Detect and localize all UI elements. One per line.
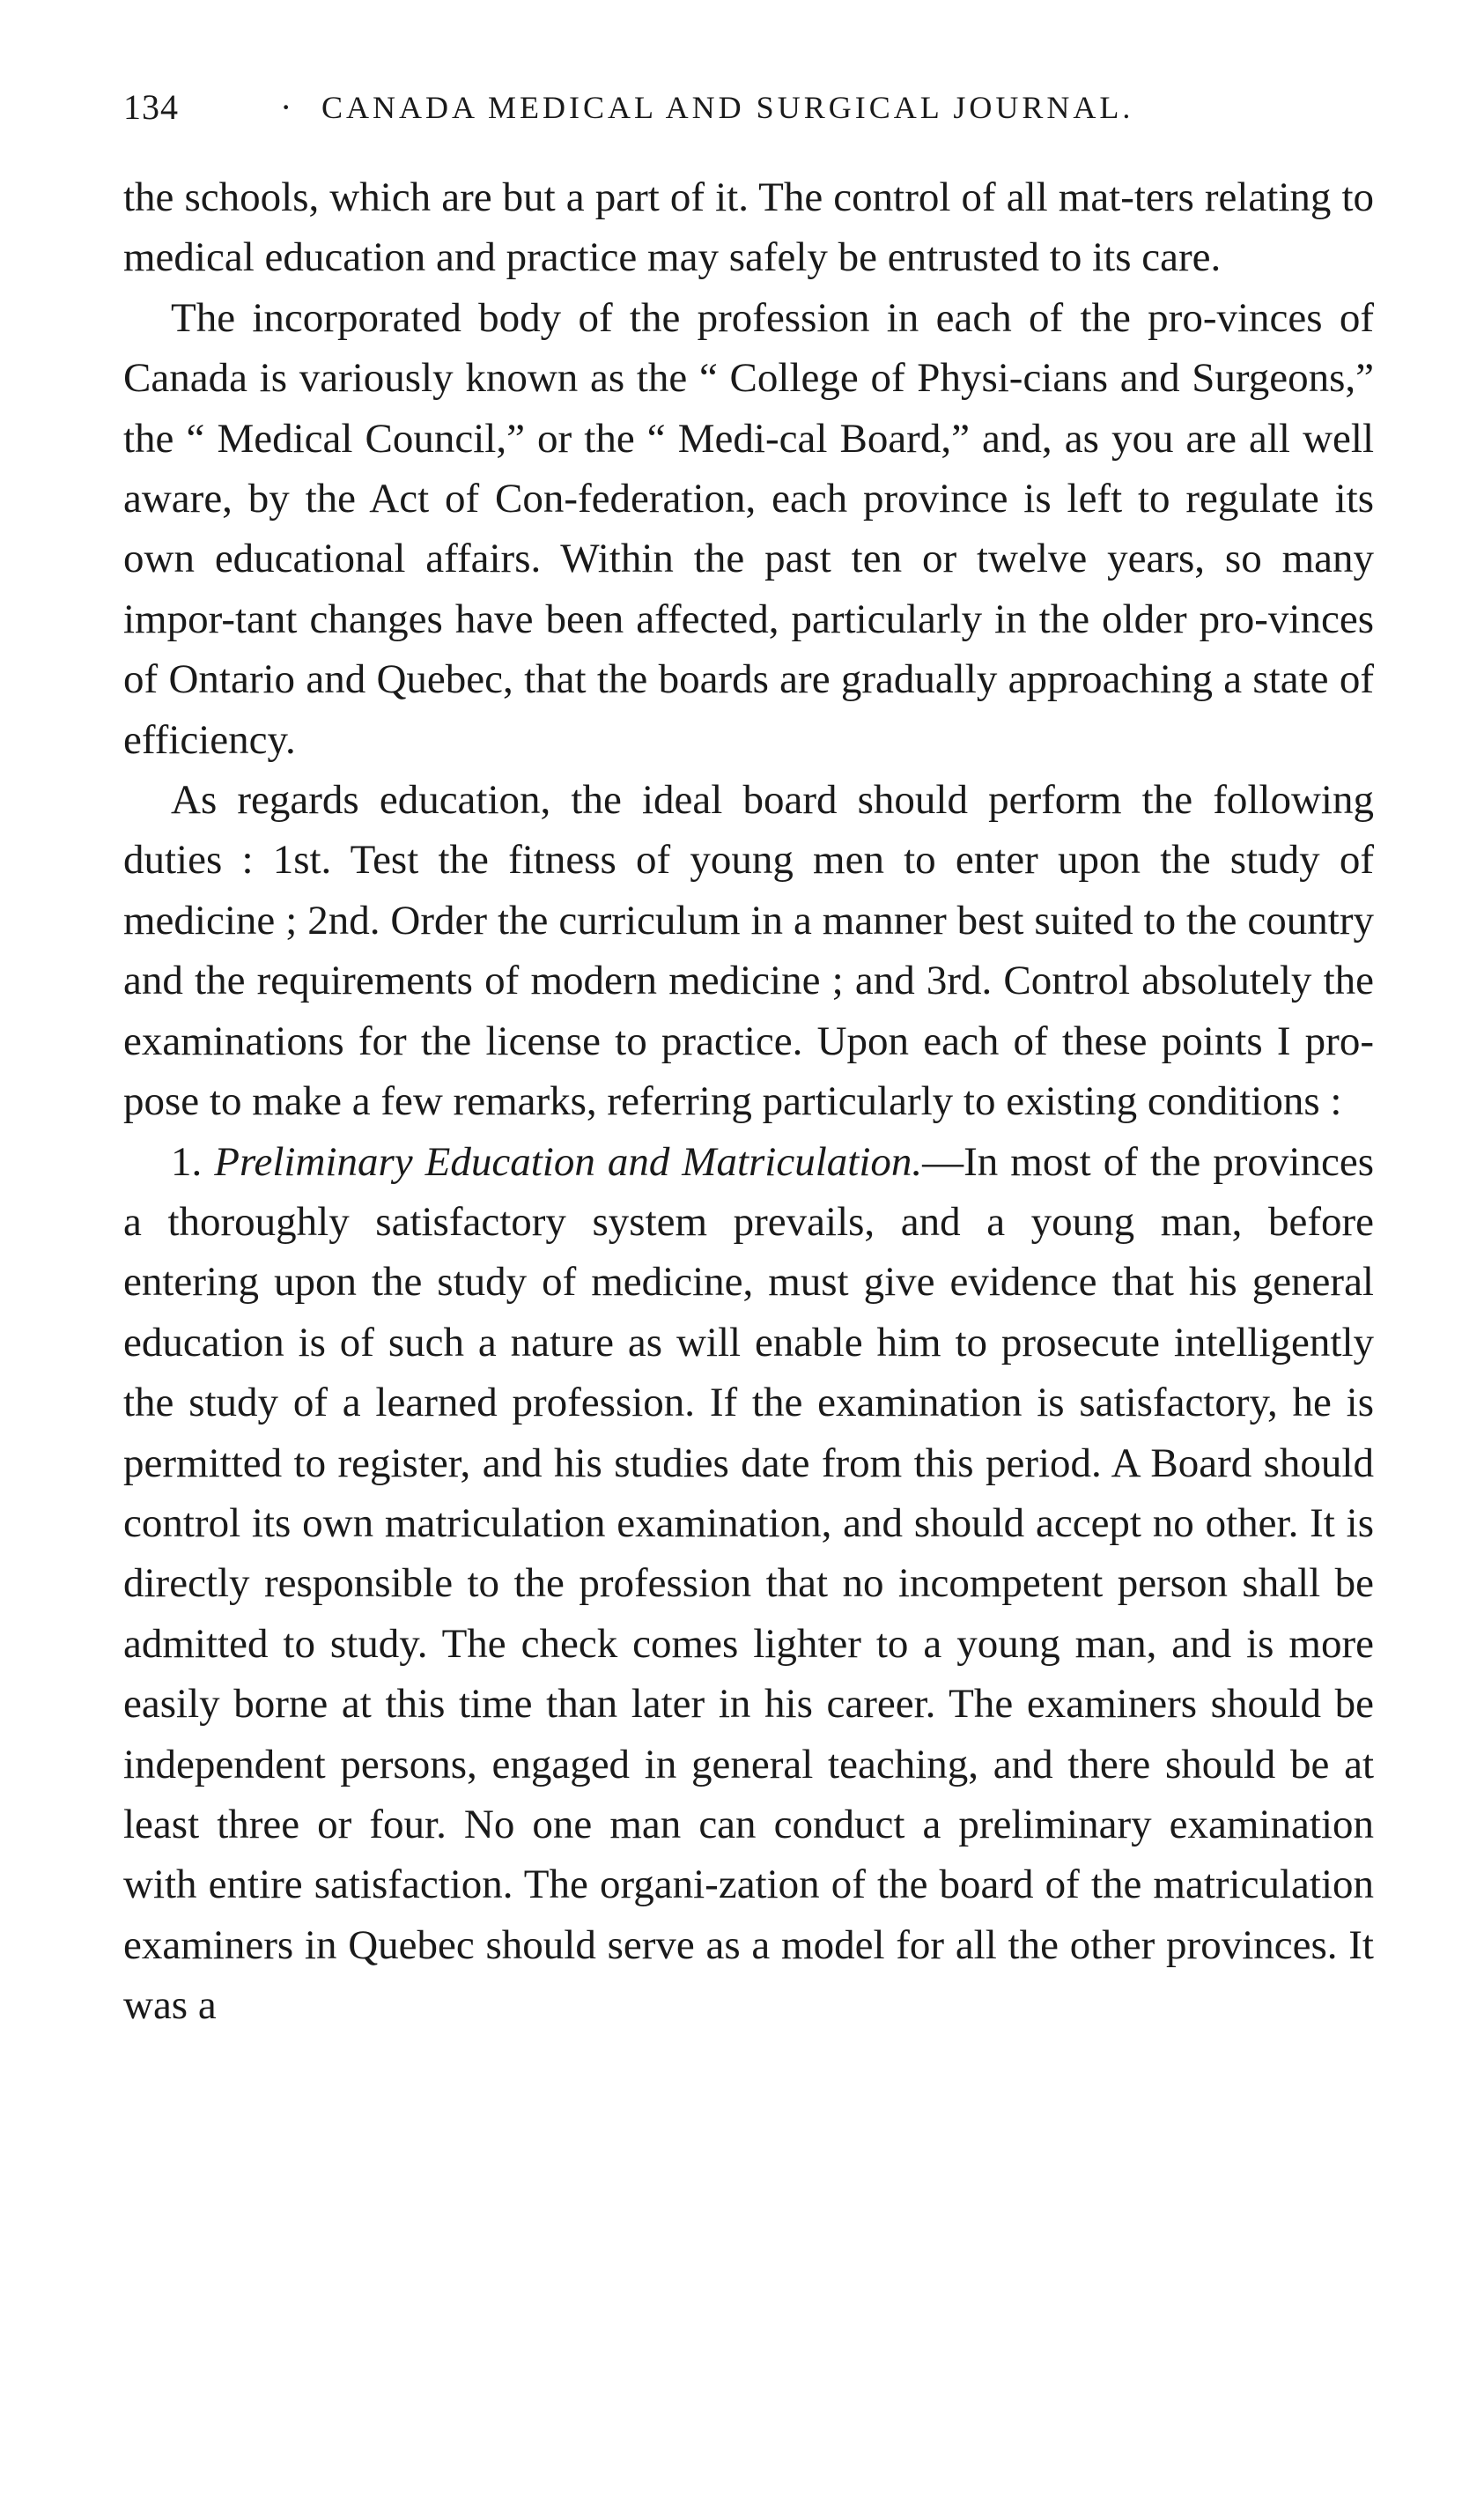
section-preliminary-education: [123, 1132, 1374, 2036]
header-separator: ·: [280, 87, 293, 127]
section-number: 1.: [171, 1138, 203, 1185]
page-number: 134: [123, 87, 179, 127]
section-text: —In most of the provinces a thoroughly satisfactory system prevails, and a young man, before entering upon the study of medicine, must give evidence that his general education is of such a nature as will enable him to prosecute intelligently the study of a learned profession. If the examination is satisfactory, he is permitted to register, and his studies date from this period. A Board should control its own matriculation examination, and should accept no other. It is directly responsible to the profession that no incompetent person shall be admitted to study. The check comes lighter to a young man, and is more easily borne at this time than later in his career. The examiners should be independent persons, engaged in general teaching, and there should be at least three or four. No one man can conduct a preliminary examination with entire satisfaction. The organi-zation of the board of the matriculation examiners in Quebec should serve as a model for all the other provinces. It was a: [123, 1138, 1374, 2029]
running-header: [123, 81, 1374, 134]
paragraph-incorporated-body: The incorporated body of the profession in each of the pro-vinces of Canada is variously known as the “ College of Physi-cians and Surgeons,” the “ Medical Council,” or the “ Medi-cal Board,” and, as you are all well aware, by the Act of Con-federation, each province is left to regulate its own educational affairs. Within the past ten or twelve years, so many impor-tant changes have been affected, particularly in the older pro-vinces of Ontario and Quebec, that the boards are gradually approaching a state of efficiency.: [123, 294, 1374, 763]
body-text: [123, 167, 1374, 2036]
section-title: Preliminary Education and Matriculation.: [214, 1138, 923, 1185]
paragraph-continuation: the schools, which are but a part of it. The control of all mat-ters relating to medical education and practice may safely be entrusted to its care.: [123, 174, 1374, 281]
paragraph-ideal-board: As regards education, the ideal board should perform the following duties : 1st. Test the fitness of young men to enter upon the study of medicine ; 2nd. Order the curriculum in a manner best suited to the country and the requirements of modern medicine ; and 3rd. Control absolutely the examinations for the license to practice. Upon each of these points I pro-pose to make a few remarks, referring particularly to existing conditions :: [123, 777, 1374, 1125]
journal-title: CANADA MEDICAL AND SURGICAL JOURNAL.: [321, 90, 1134, 125]
